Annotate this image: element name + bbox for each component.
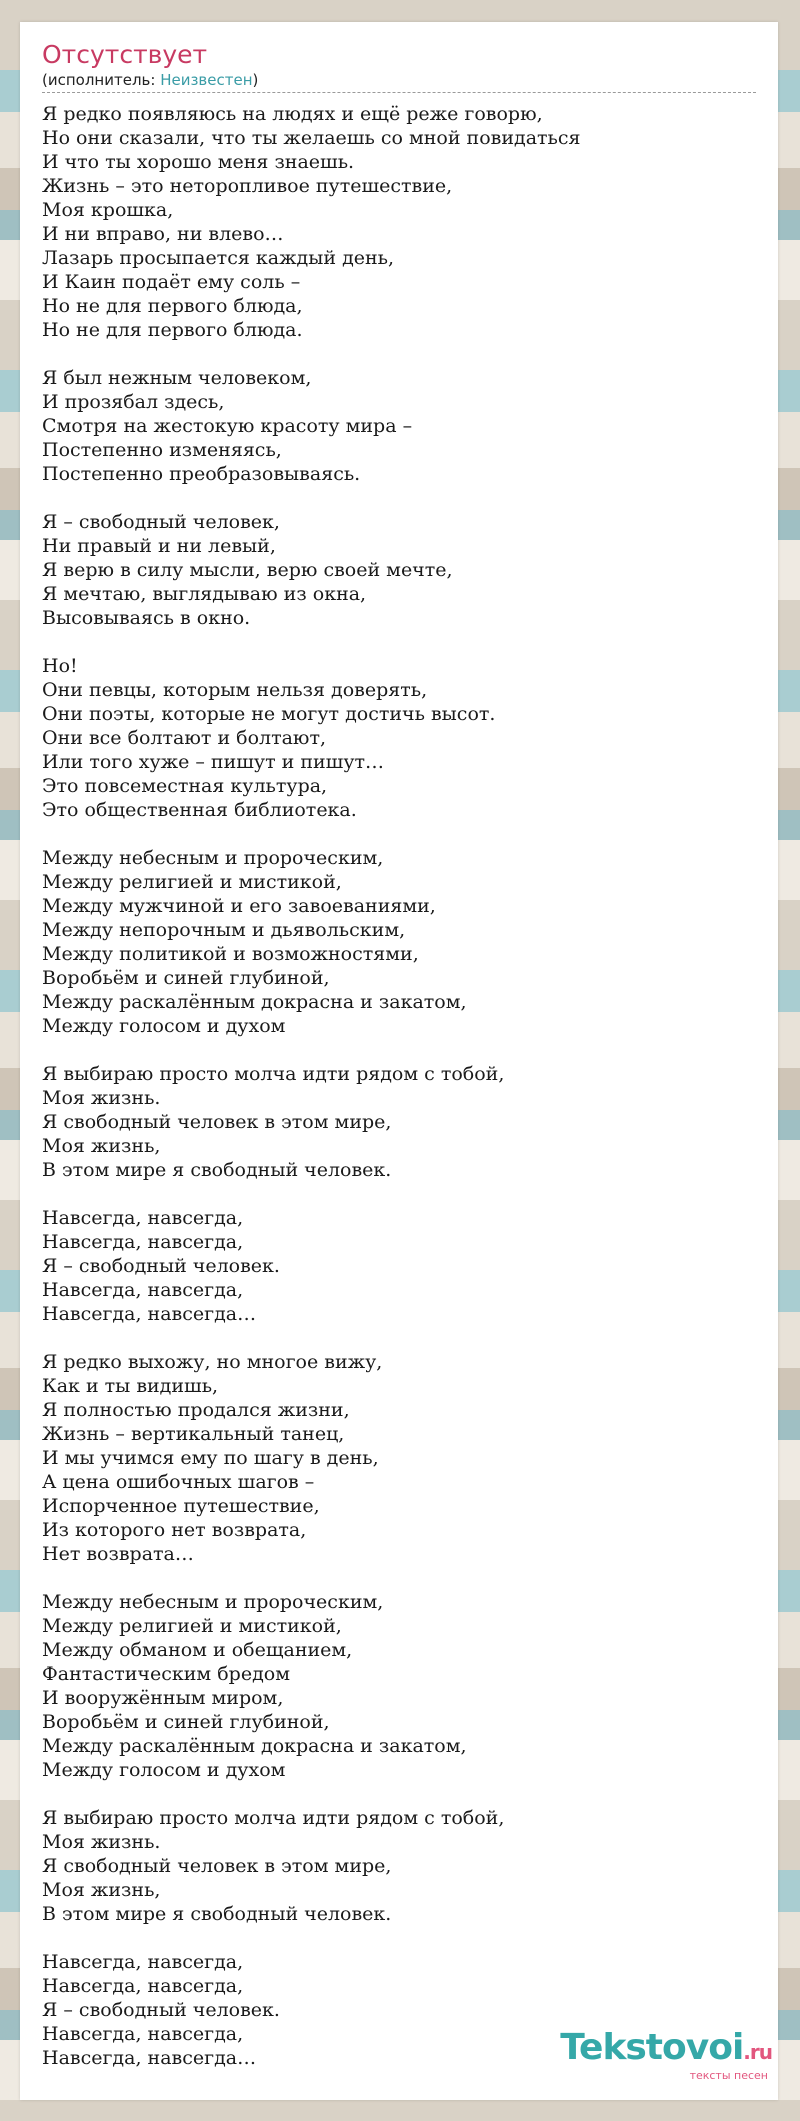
lyric-line: Я свободный человек в этом мире, <box>42 1111 392 1133</box>
lyric-line: И прозябал здесь, <box>42 391 225 413</box>
lyric-line: Я верю в силу мысли, верю своей мечте, <box>42 559 453 581</box>
lyric-line: Испорченное путешествие, <box>42 1495 320 1517</box>
lyric-line: Жизнь – вертикальный танец, <box>42 1423 345 1445</box>
lyric-line: Навсегда, навсегда… <box>42 1303 257 1325</box>
lyric-line: Это общественная библиотека. <box>42 799 357 821</box>
lyric-line: В этом мире я свободный человек. <box>42 1903 392 1925</box>
lyric-line: Между раскалённым докрасна и закатом, <box>42 1735 467 1757</box>
lyrics-text <box>42 102 762 2070</box>
lyric-line: Воробьём и синей глубиной, <box>42 1711 330 1733</box>
lyric-line: Навсегда, навсегда, <box>42 1279 244 1301</box>
lyric-line: Но они сказали, что ты желаешь со мной повидаться <box>42 127 581 149</box>
logo-name: Tekstovoi <box>560 2027 744 2068</box>
lyric-line: Как и ты видишь, <box>42 1375 219 1397</box>
lyric-line: Между голосом и духом <box>42 1759 286 1781</box>
lyric-line: И ни вправо, ни влево… <box>42 223 284 245</box>
lyric-line: Но! <box>42 655 78 677</box>
lyric-line: Между религией и мистикой, <box>42 871 342 893</box>
lyric-line: Между небесным и пророческим, <box>42 1591 384 1613</box>
lyric-line: Навсегда, навсегда, <box>42 1207 244 1229</box>
song-header <box>42 40 756 93</box>
lyrics-card <box>20 22 778 2100</box>
lyric-line: Моя жизнь. <box>42 1831 161 1853</box>
lyric-line: И Каин подаёт ему соль – <box>42 271 301 293</box>
lyric-line: Между голосом и духом <box>42 1015 286 1037</box>
lyric-line: Навсегда, навсегда, <box>42 1231 244 1253</box>
site-logo[interactable] <box>560 2027 772 2082</box>
performer-line <box>42 70 756 90</box>
lyric-line: Или того хуже – пишут и пишут… <box>42 751 385 773</box>
lyric-line: Жизнь – это неторопливое путешествие, <box>42 175 453 197</box>
lyric-line: Навсегда, навсегда, <box>42 1951 244 1973</box>
lyric-line: В этом мире я свободный человек. <box>42 1159 392 1181</box>
lyric-line: И вооружённым миром, <box>42 1687 284 1709</box>
lyric-line: А цена ошибочных шагов – <box>42 1471 315 1493</box>
lyric-line: Я – свободный человек. <box>42 1999 280 2021</box>
lyric-line: Я был нежным человеком, <box>42 367 312 389</box>
lyric-line: Я выбираю просто молча идти рядом с тобой, <box>42 1807 505 1829</box>
lyric-line: Моя жизнь. <box>42 1087 161 1109</box>
lyric-line: Это повсеместная культура, <box>42 775 328 797</box>
lyric-line: Я мечтаю, выглядываю из окна, <box>42 583 367 605</box>
lyric-line: Нет возврата… <box>42 1543 194 1565</box>
lyric-line: Они певцы, которым нельзя доверять, <box>42 679 428 701</box>
logo-tld: .ru <box>743 2040 772 2064</box>
performer-link[interactable]: Неизвестен <box>160 71 253 89</box>
lyric-line: Моя жизнь, <box>42 1135 161 1157</box>
performer-prefix: (исполнитель: <box>42 71 161 89</box>
lyric-line: И что ты хорошо меня знаешь. <box>42 151 355 173</box>
lyric-line: Я выбираю просто молча идти рядом с тобой, <box>42 1063 505 1085</box>
lyric-line: Моя крошка, <box>42 199 174 221</box>
lyric-line: Фантастическим бредом <box>42 1663 290 1685</box>
lyric-line: Между мужчиной и его завоеваниями, <box>42 895 436 917</box>
lyric-line: Они все болтают и болтают, <box>42 727 327 749</box>
lyric-line: Между непорочным и дьявольским, <box>42 919 406 941</box>
lyric-line: Между раскалённым докрасна и закатом, <box>42 991 467 1013</box>
lyric-line: Я полностью продался жизни, <box>42 1399 350 1421</box>
lyric-line: Я редко появляюсь на людях и ещё реже говорю, <box>42 103 543 125</box>
lyric-line: Навсегда, навсегда, <box>42 2023 244 2045</box>
lyric-line: Лазарь просыпается каждый день, <box>42 247 395 269</box>
song-title: Отсутствует <box>42 40 208 69</box>
lyric-line: Между политикой и возможностями, <box>42 943 419 965</box>
lyric-line: Из которого нет возврата, <box>42 1519 307 1541</box>
lyric-line: Я свободный человек в этом мире, <box>42 1855 392 1877</box>
lyric-line: Навсегда, навсегда… <box>42 2047 257 2069</box>
lyric-line: Навсегда, навсегда, <box>42 1975 244 1997</box>
lyric-line: Высовываясь в окно. <box>42 607 251 629</box>
lyric-line: Между обманом и обещанием, <box>42 1639 353 1661</box>
lyric-line: Постепенно преобразовываясь. <box>42 463 361 485</box>
lyric-line: И мы учимся ему по шагу в день, <box>42 1447 379 1469</box>
lyric-line: Они поэты, которые не могут достичь высот. <box>42 703 496 725</box>
lyric-line: Но не для первого блюда, <box>42 295 303 317</box>
lyric-line: Я – свободный человек, <box>42 511 280 533</box>
lyric-line: Но не для первого блюда. <box>42 319 303 341</box>
lyric-line: Между небесным и пророческим, <box>42 847 384 869</box>
lyric-line: Я редко выхожу, но многое вижу, <box>42 1351 383 1373</box>
lyric-line: Я – свободный человек. <box>42 1255 280 1277</box>
logo-tagline: тексты песен <box>689 2069 768 2082</box>
lyric-line: Смотря на жестокую красоту мира – <box>42 415 413 437</box>
lyric-line: Ни правый и ни левый, <box>42 535 276 557</box>
lyric-line: Моя жизнь, <box>42 1879 161 1901</box>
lyric-line: Между религией и мистикой, <box>42 1615 342 1637</box>
lyric-line: Воробьём и синей глубиной, <box>42 967 330 989</box>
lyric-line: Постепенно изменяясь, <box>42 439 282 461</box>
performer-suffix: ) <box>252 71 259 89</box>
